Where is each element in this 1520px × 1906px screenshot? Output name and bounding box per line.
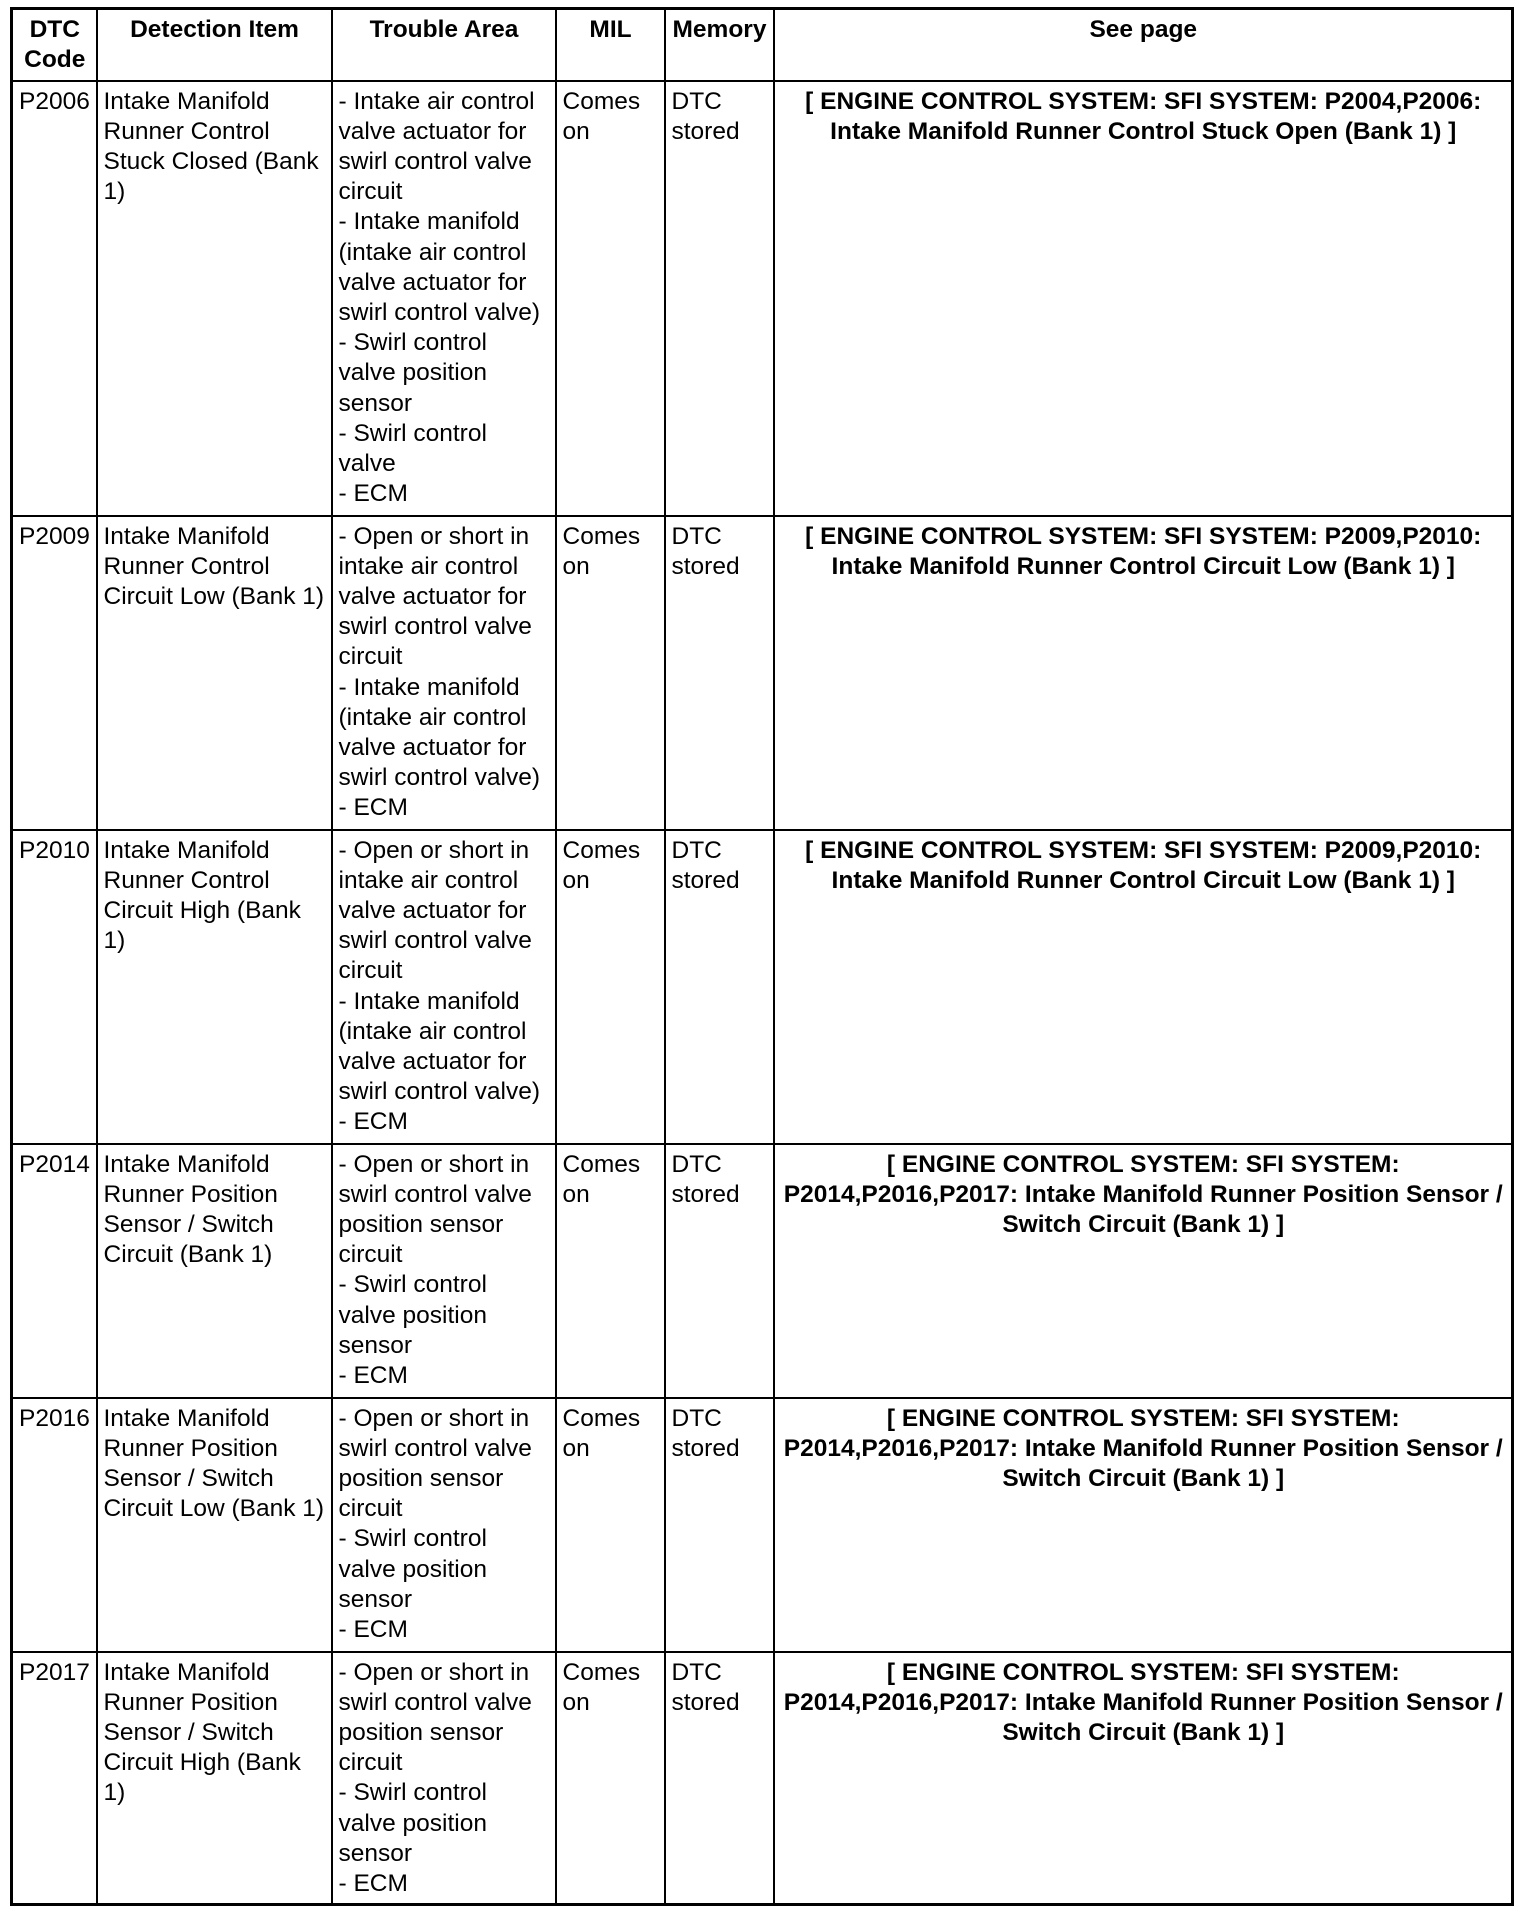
dtc-code-cell: P2006 [12,81,97,516]
trouble-area-cell [332,81,556,516]
trouble-area-cell [332,1398,556,1652]
detection-item-cell: Intake Manifold Runner Position Sensor / Switch Circuit (Bank 1) [97,1144,332,1398]
trouble-area-item: - ECM [338,480,408,508]
table-row [12,516,1513,830]
mil-cell: Comes on [556,516,665,830]
mil-cell: Comes on [556,830,665,1144]
dtc-code-cell: P2009 [12,516,97,830]
dtc-code-cell: P2016 [12,1398,97,1652]
dtc-code-cell: P2010 [12,830,97,1144]
detection-item-cell: Intake Manifold Runner Control Circuit Low (Bank 1) [97,516,332,830]
see-page-link[interactable]: [ ENGINE CONTROL SYSTEM: SFI SYSTEM: P2014,P2016,P2017: Intake Manifold Runner Position Sensor / Switch Circuit (Bank 1) ] [774,1398,1513,1652]
trouble-area-item: - ECM [338,794,408,822]
trouble-area-item: - Swirl control valve position sensor [338,1779,487,1867]
trouble-area-item: - ECM [338,1361,408,1389]
memory-cell: DTC stored [665,516,774,830]
mil-cell: Comes on [556,1144,665,1398]
see-page-link[interactable]: [ ENGINE CONTROL SYSTEM: SFI SYSTEM: P2014,P2016,P2017: Intake Manifold Runner Position Sensor / Switch Circuit (Bank 1) ] [774,1144,1513,1398]
table-body [12,81,1513,1905]
trouble-area-item: - Intake air control valve actuator for swirl control valve circuit [338,87,535,206]
memory-cell: DTC stored [665,1398,774,1652]
mil-cell: Comes on [556,1398,665,1652]
table-row [12,1652,1513,1905]
see-page-link[interactable]: [ ENGINE CONTROL SYSTEM: SFI SYSTEM: P2004,P2006: Intake Manifold Runner Control Stuck Open (Bank 1) ] [774,81,1513,516]
detection-item-cell: Intake Manifold Runner Control Circuit High (Bank 1) [97,830,332,1144]
trouble-area-item: - Swirl control valve position sensor [338,1271,487,1359]
trouble-area-cell [332,830,556,1144]
trouble-area-item: - Intake manifold (intake air control valve actuator for swirl control valve) [338,673,540,792]
detection-item-cell: Intake Manifold Runner Position Sensor / Switch Circuit Low (Bank 1) [97,1398,332,1652]
trouble-area-item: - ECM [338,1108,408,1136]
detection-item-cell: Intake Manifold Runner Position Sensor / Switch Circuit High (Bank 1) [97,1652,332,1905]
trouble-area-item: - Open or short in intake air control valve actuator for swirl control valve circuit [338,522,532,671]
memory-cell: DTC stored [665,1652,774,1905]
header-row [12,9,1513,81]
table-row [12,830,1513,1144]
trouble-area-item: - Open or short in intake air control valve actuator for swirl control valve circuit [338,836,532,985]
header-memory: Memory [665,9,774,81]
header-trouble-area: Trouble Area [332,9,556,81]
header-see-page: See page [774,9,1513,81]
trouble-area-cell [332,1652,556,1905]
trouble-area-item: - Open or short in swirl control valve position sensor circuit [338,1404,532,1523]
header-detection-item: Detection Item [97,9,332,81]
dtc-code-cell: P2014 [12,1144,97,1398]
trouble-area-item: - Swirl control valve [338,419,487,477]
trouble-area-cell [332,1144,556,1398]
trouble-area-item: - Open or short in swirl control valve position sensor circuit [338,1658,532,1777]
table-row [12,1398,1513,1652]
dtc-table [10,7,1514,1906]
trouble-area-item: - Swirl control valve position sensor [338,329,487,417]
header-mil: MIL [556,9,665,81]
detection-item-cell: Intake Manifold Runner Control Stuck Closed (Bank 1) [97,81,332,516]
memory-cell: DTC stored [665,81,774,516]
trouble-area-item: - Intake manifold (intake air control valve actuator for swirl control valve) [338,208,540,326]
memory-cell: DTC stored [665,830,774,1144]
trouble-area-item: - ECM [338,1615,408,1643]
trouble-area-item: - ECM [338,1869,408,1897]
mil-cell: Comes on [556,1652,665,1905]
see-page-link[interactable]: [ ENGINE CONTROL SYSTEM: SFI SYSTEM: P2014,P2016,P2017: Intake Manifold Runner Position Sensor / Switch Circuit (Bank 1) ] [774,1652,1513,1905]
table-row [12,81,1513,516]
trouble-area-item: - Intake manifold (intake air control valve actuator for swirl control valve) [338,987,540,1106]
header-dtc-code: DTC Code [12,9,97,81]
table-row [12,1144,1513,1398]
see-page-link[interactable]: [ ENGINE CONTROL SYSTEM: SFI SYSTEM: P2009,P2010: Intake Manifold Runner Control Circuit Low (Bank 1) ] [774,516,1513,830]
trouble-area-item: - Open or short in swirl control valve position sensor circuit [338,1150,532,1269]
mil-cell: Comes on [556,81,665,516]
memory-cell: DTC stored [665,1144,774,1398]
trouble-area-item: - Swirl control valve position sensor [338,1525,487,1613]
trouble-area-cell [332,516,556,830]
see-page-link[interactable]: [ ENGINE CONTROL SYSTEM: SFI SYSTEM: P2009,P2010: Intake Manifold Runner Control Circuit Low (Bank 1) ] [774,830,1513,1144]
dtc-code-cell: P2017 [12,1652,97,1905]
